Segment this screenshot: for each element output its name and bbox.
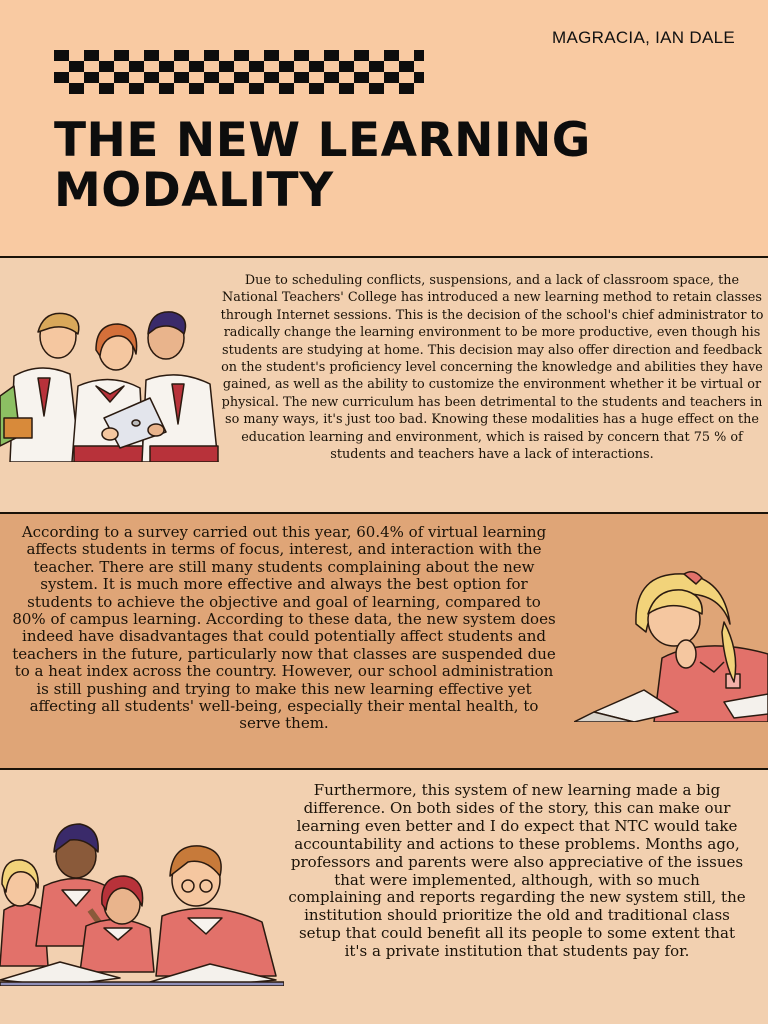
group-study-illustration: [0, 806, 284, 986]
conclusion-paragraph: Furthermore, this system of new learning made a big difference. On both sides of the story, this can make our learning even better and I do expect that NTC would take accountability and actions to these problems. Months ago, professors and parents were also appreciative of the issues that were implemented, although, with so much complaining and reports regarding the new system still, the institution should prioritize the old and traditional class setup that could benefit all its people to some extent that it's a private institution that students pay for.: [288, 781, 746, 961]
studying-girl-illustration: [574, 562, 768, 722]
author-name: MAGRACIA, IAN DALE: [552, 28, 735, 47]
checkered-decoration: [54, 50, 424, 94]
header: [0, 0, 768, 256]
survey-paragraph: According to a survey carried out this year, 60.4% of virtual learning affects students in terms of focus, interest, and interaction with the teacher. There are still many students complaining about the new system. It is much more effective and always the best option for students to achieve the objective and goal of learning, compared to 80% of campus learning. According to these data, the new system does indeed have disadvantages that could potentially affect students and teachers in the future, particularly now that classes are suspended due to a heat index across the country. However, our school administration is still pushing and trying to make this new learning effective yet affecting all students' well-being, especially their mental health, to serve them.: [12, 523, 556, 733]
section-survey: [0, 512, 768, 768]
students-with-laptop-illustration: [0, 306, 222, 462]
section-conclusion: [0, 768, 768, 1024]
intro-paragraph: Due to scheduling conflicts, suspensions, and a lack of classroom space, the National Teachers' College has introduced a new learning method to retain classes through Internet sessions. This is the decision of the school's chief administrator to radically change the learning environment to be more productive, even though his students are studying at home. This decision may also offer direction and feedback on the student's proficiency level concerning the knowledge and abilities they have gained, as well as the ability to customize the environment whether it be virtual or physical. The new curriculum has been detrimental to the students and teachers in so many ways, it's just too bad. Knowing these modalities has a huge effect on the education learning and environment, which is raised by concern that 75 % of students and teachers have a lack of interactions.: [220, 273, 764, 463]
section-intro: [0, 256, 768, 512]
page-title: THE NEW LEARNING MODALITY: [54, 113, 591, 218]
